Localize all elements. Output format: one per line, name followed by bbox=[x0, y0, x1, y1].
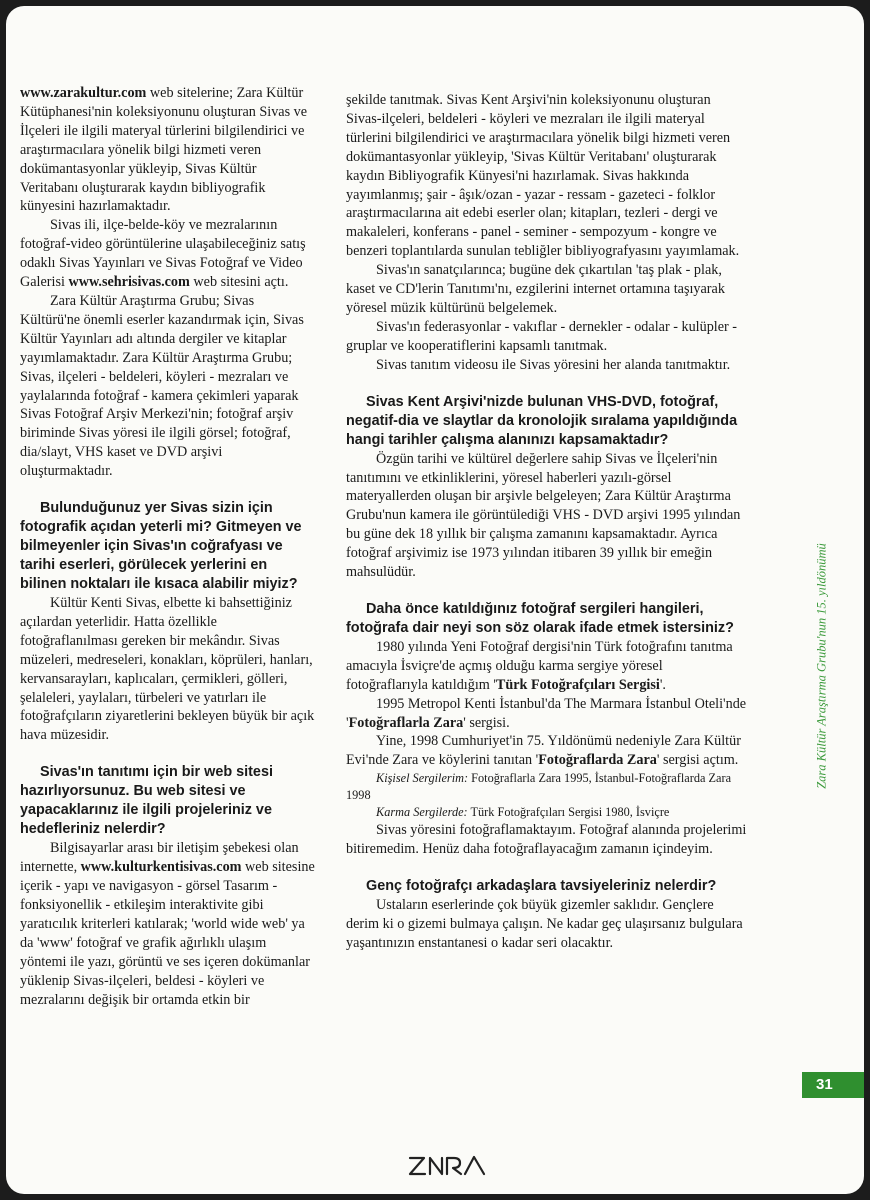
paragraph-text: ' sergisi. bbox=[463, 714, 510, 731]
exhibition-title: Türk Fotoğrafçıları Sergisi bbox=[495, 676, 660, 693]
answer-paragraph: Özgün tarihi ve kültürel değerlere sahip Sivas ve İlçeleri'nin tanıtımını ve etkinliklerini, yöresel haberleri yazılı-görsel materyallerden oluşan bir arşivle belgeleyen; Zara Kültür Araştırma Grubu'nun kamera ile görüntülediği VHS - DVD arşivi 1995 yılından bu güne dek 18 yıllık bir çalışma zamanını kapsamaktadır. Ayrıca fotoğraf arşivimiz ise 1973 yılından itibaren 39 yıllık bir emeğin mahsulüdür. bbox=[346, 450, 741, 581]
paragraph-text: 1995 Metropol Kenti İstanbul'da The Marmara İstanbul Oteli'nde ' bbox=[346, 695, 747, 731]
paragraph-text: web sitesini açtı. bbox=[189, 274, 289, 291]
sidebar-caption-text: Zara Kültür Araştırma Grubu'nun 15. yıldönümü bbox=[814, 543, 829, 789]
paragraph-text: 1980 yılında Yeni Fotoğraf dergisi'nin Türk fotoğrafını tanıtma amacıyla İsviçre'de açmış olduğu karma sergiye yöresel fotoğraflarıyla katıldığım ' bbox=[346, 638, 733, 693]
list-text: Türk Fotoğrafçıları Sergisi 1980, İsviçre bbox=[467, 805, 670, 820]
list-label: Kişisel Sergilerim: bbox=[376, 771, 469, 786]
list-text: Fotoğraflarla Zara 1995, İstanbul-Fotoğraflarda Zara 1998 bbox=[346, 771, 732, 803]
exhibition-list-item bbox=[346, 804, 748, 821]
paragraph-text: web sitesine içerik - yapı ve navigasyon - görsel Tasarım - fonksiyonellik - etkileşim interaktivite gibi yaratıcılık kriterleri katılarak; 'world wide web' ya da 'www' fotoğraf ve grafik ağırlıklı ulaşım yöntemi ile yazı, görüntü ve ses içeren dokümanlar yüklenip Sivas-ilçeleri, beldesi - köyleri ve mezralarını değişik bir ortamda etkin bir bbox=[20, 859, 315, 1008]
answer-paragraph bbox=[20, 839, 316, 1009]
paragraph-text: Yine, 1998 Cumhuriyet'in 75. Yıldönümü nedeniyle Zara Kültür Evi'nde Zara ve köylerini tanıtan ' bbox=[346, 733, 741, 769]
zara-logo-mark bbox=[404, 1150, 494, 1180]
interview-question: Daha önce katıldığınız fotoğraf sergileri hangileri, fotoğrafa dair neyi son söz olarak ifade etmek istersiniz? bbox=[346, 600, 734, 636]
paragraph-text: '. bbox=[659, 676, 666, 693]
right-column bbox=[346, 91, 748, 953]
paragraph bbox=[20, 216, 316, 292]
answer-paragraph: Ustaların eserlerinde çok büyük gizemler saklıdır. Gençlere derim ki o gizemi bulmaya çalışın. Ne kadar geç ulaşırsanız bulgulara yaşantınızın enstantanesi o kadar seri olacaktır. bbox=[346, 897, 743, 951]
left-column bbox=[20, 84, 316, 1009]
paragraph-text: ' sergisi açtım. bbox=[656, 752, 739, 769]
paragraph: Sivas tanıtım videosu ile Sivas yöresini her alanda tanıtmaktır. bbox=[376, 356, 731, 373]
answer-paragraph bbox=[346, 732, 748, 770]
interview-question: Genç fotoğrafçı arkadaşlara tavsiyeleriniz nelerdir? bbox=[366, 878, 717, 895]
exhibition-list-item bbox=[346, 770, 748, 804]
web-link: www.sehrisivas.com bbox=[68, 274, 190, 291]
answer-paragraph bbox=[346, 695, 748, 733]
sidebar-caption bbox=[810, 306, 834, 1026]
exhibition-title: Fotoğraflarla Zara bbox=[348, 714, 464, 731]
magazine-page bbox=[6, 6, 864, 1194]
paragraph: Sivas'ın sanatçılarınca; bugüne dek çıkartılan 'taş plak - plak, kaset ve CD'lerin Tanıtımı'nı, ezgilerini internet ortamına taşıyarak yöresel müzik kültürünü belgelemek. bbox=[346, 262, 725, 316]
answer-paragraph: Sivas yöresini fotoğraflamaktayım. Fotoğraf alanında projelerimi bitiremedim. Henüz daha fotoğraflayacağım zamanın içindeyim. bbox=[346, 822, 747, 858]
paragraph: şekilde tanıtmak. Sivas Kent Arşivi'nin koleksiyonunu oluşturan Sivas-ilçeleri, beldeleri - köyleri ve mezraları ile ilgili materyal türlerini bilgilendirici ve araştırmacılara yönelik bilgi hizmeti veren dokümantasyonlar yükleyip, 'Sivas Kültür Veritabanı' oluşturarak kaydın Bibliyografik Künyesi'ni hazırlamak. Sivas hakkında yayımlanmış; şair - âşık/ozan - yazar - ressam - gazeteci - folklor araştırmacılarına ait edebi eserler olan; kitapları, tezleri - dergi ve makaleleri, konferans - panel - seminer - sempozyum - kongre ve benzeri toplantılarda sunulan tebliğler bibliyografyasını yayımlamak. bbox=[346, 92, 740, 260]
exhibition-title: Fotoğraflarda Zara bbox=[538, 752, 657, 769]
paragraph: Sivas'ın federasyonlar - vakıflar - dernekler - odalar - kulüpler - gruplar ve kooperatiflerini kapsamlı tanıtmak. bbox=[346, 318, 738, 354]
answer-paragraph bbox=[346, 638, 748, 695]
list-label: Karma Sergilerde: bbox=[376, 805, 468, 820]
zara-logo bbox=[404, 1150, 494, 1180]
answer-paragraph: Kültür Kenti Sivas, elbette ki bahsettiğiniz açılardan yeterlidir. Hatta özellikle fotoğraflanılması gereken bir mekândır. Sivas müzeleri, medreseleri, konakları, köprüleri, hanları, kervansarayları, kaplıcaları, çermikleri, gölleri, şelaleleri, yaylaları, türbeleri ve yatırları ile fotoğrafçıların ziyaretlerini bekleyen büyük bir açık hava müzesidir. bbox=[20, 595, 315, 744]
page-number-box bbox=[802, 1072, 864, 1098]
paragraph-text: Bilgisayarlar arası bir iletişim şebekesi olan internette, bbox=[20, 840, 299, 876]
paragraph bbox=[20, 84, 316, 216]
interview-question: Sivas Kent Arşivi'nizde bulunan VHS-DVD, fotoğraf, negatif-dia ve slaytlar da kronolojik sıralama yapıldığında hangi tarihler çalışma alanınızı kapsamaktadır? bbox=[346, 393, 738, 448]
web-link: www.zarakultur.com bbox=[20, 85, 147, 101]
paragraph-text: web sitelerine; Zara Kültür Kütüphanesi'nin koleksiyonunu oluşturan Sivas ve İlçeleri ile ilgili materyal türlerini bilgilendirici ve araştırmacılara yönelik bilgi hizmeti veren dokümantasyonlar yükleyip, Sivas Kültür Veritabanı oluşturarak kaydın bibliyografik künyesini hazırlamaktadır. bbox=[20, 85, 308, 215]
paragraph-text: Sivas ili, ilçe-belde-köy ve mezralarının fotoğraf-video görüntülerine ulaşabileceğiniz satış odaklı Sivas Yayınları ve Sivas Fotoğraf ve Video Galerisi bbox=[20, 217, 306, 291]
interview-question: Bulunduğunuz yer Sivas sizin için fotografik açıdan yeterli mi? Gitmeyen ve bilmeyenler için Sivas'ın coğrafyası ve tarihi eserleri, görülecek yerlerini en bilinen noktaları ile kısaca alabilir miyiz? bbox=[20, 500, 302, 593]
interview-question: Sivas'ın tanıtımı için bir web sitesi hazırlıyorsunuz. Bu web sitesi ve yapacaklarınız ile ilgili projeleriniz ve hedefleriniz nelerdir? bbox=[20, 764, 273, 838]
page-number: 31 bbox=[816, 1076, 833, 1093]
web-link: www.kulturkentisivas.com bbox=[80, 859, 242, 876]
paragraph: Zara Kültür Araştırma Grubu; Sivas Kültürü'ne önemli eserler kazandırmak için, Sivas Kültür Yayınları adı altında dergiler ve kitaplar yayımlamaktadır. Zara Kültür Araştırma Grubu; Sivas, ilçeleri - beldeleri, köyleri - mezraları ve yaylalarında fotoğraf - kamera çekimleri yaparak Sivas Fotoğraf Arşiv Merkezi'nin; fotoğraf arşiv biriminde Sivas yöresi ile ilgili görsel; fotoğraf, dia/slayt, VHS kaset ve DVD arşivi oluşturmaktadır. bbox=[20, 292, 304, 480]
